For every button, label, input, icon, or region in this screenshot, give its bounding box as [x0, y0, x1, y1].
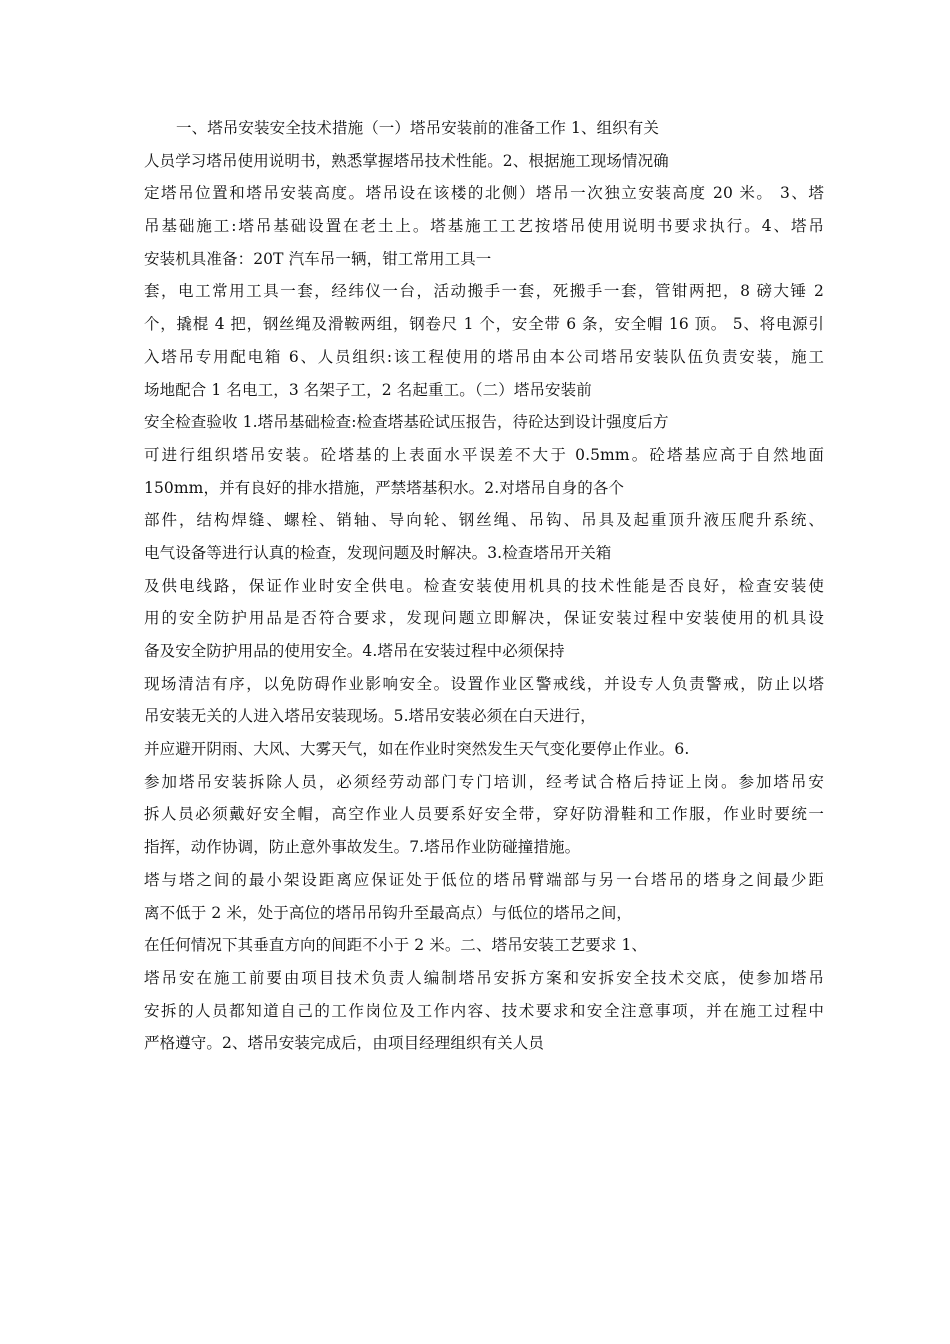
text-line-18: 现场清洁有序，以免防碍作业影响安全。设置作业区警戒线，并设专人负责警戒，防止以塔: [144, 674, 824, 693]
text-line-16: 用的安全防护用品是否符合要求，发现问题立即解决，保证安装过程中安装使用的机具设: [144, 609, 824, 628]
text-line-20: 并应避开阴雨、大风、大雾天气，如在作业时突然发生天气变化要停止作业。6.: [144, 740, 690, 759]
text-line-17: 备及安全防护用品的使用安全。4.塔吊在安装过程中必须保持: [144, 642, 565, 660]
text-line-12: 150mm，并有良好的排水措施，严禁塔基积水。2.对塔吊自身的各个: [144, 478, 625, 497]
text-line-22: 拆人员必须戴好安全帽，高空作业人员要系好安全带，穿好防滑鞋和工作服，作业时要统一: [144, 805, 824, 824]
text-line-13: 部件，结构焊缝、螺栓、销轴、导向轮、钢丝绳、吊钩、吊具及起重顶升液压爬升系统、: [144, 511, 824, 530]
text-line-1: 一、塔吊安装安全技术措施（一）塔吊安装前的准备工作 1、组织有关: [176, 119, 659, 137]
text-line-10: 安全检查验收 1.塔吊基础检查:检查塔基砼试压报告，待砼达到设计强度后方: [144, 413, 669, 432]
text-line-28: 安拆的人员都知道自己的工作岗位及工作内容、技术要求和安全注意事项，并在施工过程中: [144, 1001, 824, 1020]
text-line-5: 安装机具准备：20T 汽车吊一辆，钳工常用工具一: [144, 249, 492, 268]
text-line-8: 入塔吊专用配电箱 6、人员组织:该工程使用的塔吊由本公司塔吊安装队伍负责安装，施工: [144, 347, 824, 366]
text-line-26: 在任何情况下其垂直方向的间距不小于 2 米。二、塔吊安装工艺要求 1、: [144, 936, 648, 955]
text-line-15: 及供电线路，保证作业时安全供电。检查安装使用机具的技术性能是否良好，检查安装使: [144, 576, 824, 595]
text-line-7: 个，撬棍 4 把，钢丝绳及滑鞍两组，钢卷尺 1 个，安全带 6 条，安全帽 16 顶。 5、将电源引: [144, 315, 824, 334]
text-line-9: 场地配合 1 名电工，3 名架子工，2 名起重工。（二）塔吊安装前: [144, 380, 592, 399]
text-line-14: 电气设备等进行认真的检查，发现问题及时解决。3.检查塔吊开关箱: [144, 543, 612, 562]
text-line-29: 严格遵守。2、塔吊安装完成后，由项目经理组织有关人员: [144, 1034, 544, 1053]
text-line-25: 离不低于 2 米，处于高位的塔吊吊钩升至最高点）与低位的塔吊之间，: [144, 903, 633, 922]
text-line-4: 吊基础施工:塔吊基础设置在老土上。塔基施工工艺按塔吊使用说明书要求执行。4、塔吊: [144, 217, 824, 236]
text-line-19: 吊安装无关的人进入塔吊安装现场。5.塔吊安装必须在白天进行，: [144, 707, 596, 726]
text-line-23: 指挥，动作协调，防止意外事故发生。7.塔吊作业防碰撞措施。: [144, 838, 581, 857]
text-line-24: 塔与塔之间的最小架设距离应保证处于低位的塔吊臂端部与另一台塔吊的塔身之间最少距: [144, 870, 824, 889]
text-line-3: 定塔吊位置和塔吊安装高度。塔吊设在该楼的北侧）塔吊一次独立安装高度 20 米。 3、塔: [144, 184, 824, 203]
text-line-27: 塔吊安在施工前要由项目技术负责人编制塔吊安拆方案和安拆安全技术交底，使参加塔吊: [144, 968, 824, 987]
text-line-6: 套，电工常用工具一套，经纬仪一台，活动搬手一套，死搬手一套，管钳两把，8 磅大锤 2: [144, 282, 824, 301]
text-line-11: 可进行组织塔吊安装。砼塔基的上表面水平误差不大于 0.5mm。砼塔基应高于自然地面: [144, 445, 824, 464]
text-line-21: 参加塔吊安装拆除人员，必须经劳动部门专门培训，经考试合格后持证上岗。参加塔吊安: [144, 772, 824, 791]
text-line-2: 人员学习塔吊使用说明书，熟悉掌握塔吊技术性能。2、根据施工现场情况确: [144, 151, 669, 170]
